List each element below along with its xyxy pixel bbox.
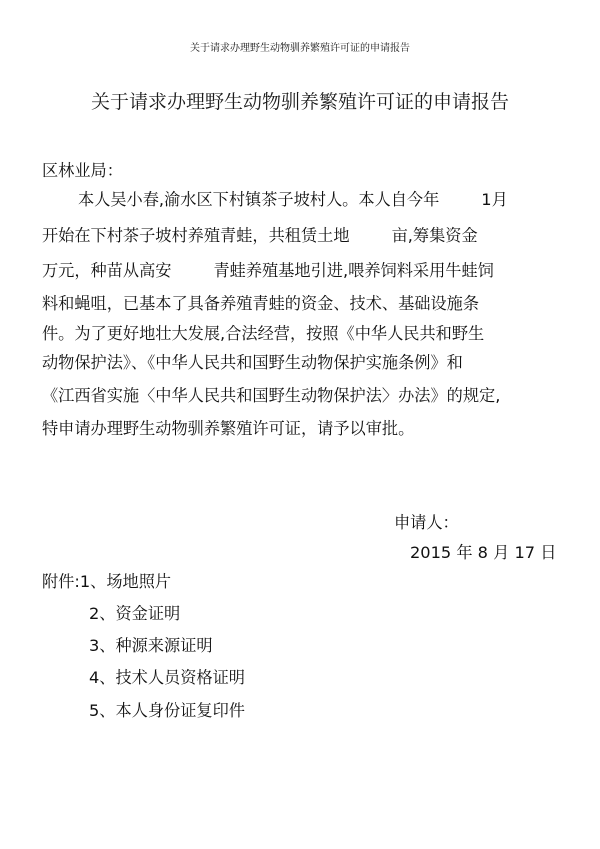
signature-date: 2015 年 8 月 17 日 bbox=[410, 543, 557, 562]
running-header: 关于请求办理野生动物驯养繁殖许可证的申请报告 bbox=[190, 43, 410, 54]
body-line-2 bbox=[42, 225, 478, 247]
body-line-6: 动物保护法》、《中华人民共和国野生动物保护实施条例》和 bbox=[42, 353, 463, 372]
body-line-3-tail: 青蛙养殖基地引进,喂养饲料采用牛蛙饲 bbox=[213, 261, 494, 280]
salutation: 区林业局： bbox=[42, 161, 123, 180]
attachment-item: 4、技术人员资格证明 bbox=[89, 668, 245, 687]
attachment-lead: 附件:1、场地照片 bbox=[42, 572, 172, 591]
body-line-8: 特申请办理野生动物驯养繁殖许可证，请予以审批。 bbox=[42, 419, 415, 438]
body-line-5: 件。为了更好地壮大发展,合法经营，按照《中华人民共和野生 bbox=[42, 324, 485, 343]
body-line-3 bbox=[42, 260, 494, 282]
start-month: 1月 bbox=[481, 190, 508, 209]
body-line-2-tail: 亩,筹集资金 bbox=[391, 226, 478, 245]
body-line-7: 《江西省实施〈中华人民共和国野生动物保护法〉办法》的规定, bbox=[42, 386, 501, 405]
body-line-1 bbox=[78, 189, 508, 211]
body-line-3-text: 万元，种苗从高安 bbox=[42, 261, 172, 280]
body-line-1-text: 本人吴小春,渝水区下村镇茶子坡村人。本人自今年 bbox=[78, 190, 440, 209]
applicant-label: 申请人： bbox=[394, 513, 459, 532]
attachment-item: 3、种源来源证明 bbox=[89, 636, 213, 655]
attachment-item: 2、资金证明 bbox=[89, 604, 181, 623]
document-title: 关于请求办理野生动物驯养繁殖许可证的申请报告 bbox=[90, 91, 509, 113]
body-line-2-text: 开始在下村茶子坡村养殖青蛙，共租赁土地 bbox=[42, 226, 350, 245]
body-line-4: 料和蝇咀，已基本了具备养殖青蛙的资金、技术、基础设施条 bbox=[42, 294, 480, 313]
attachment-item: 5、本人身份证复印件 bbox=[89, 701, 245, 720]
